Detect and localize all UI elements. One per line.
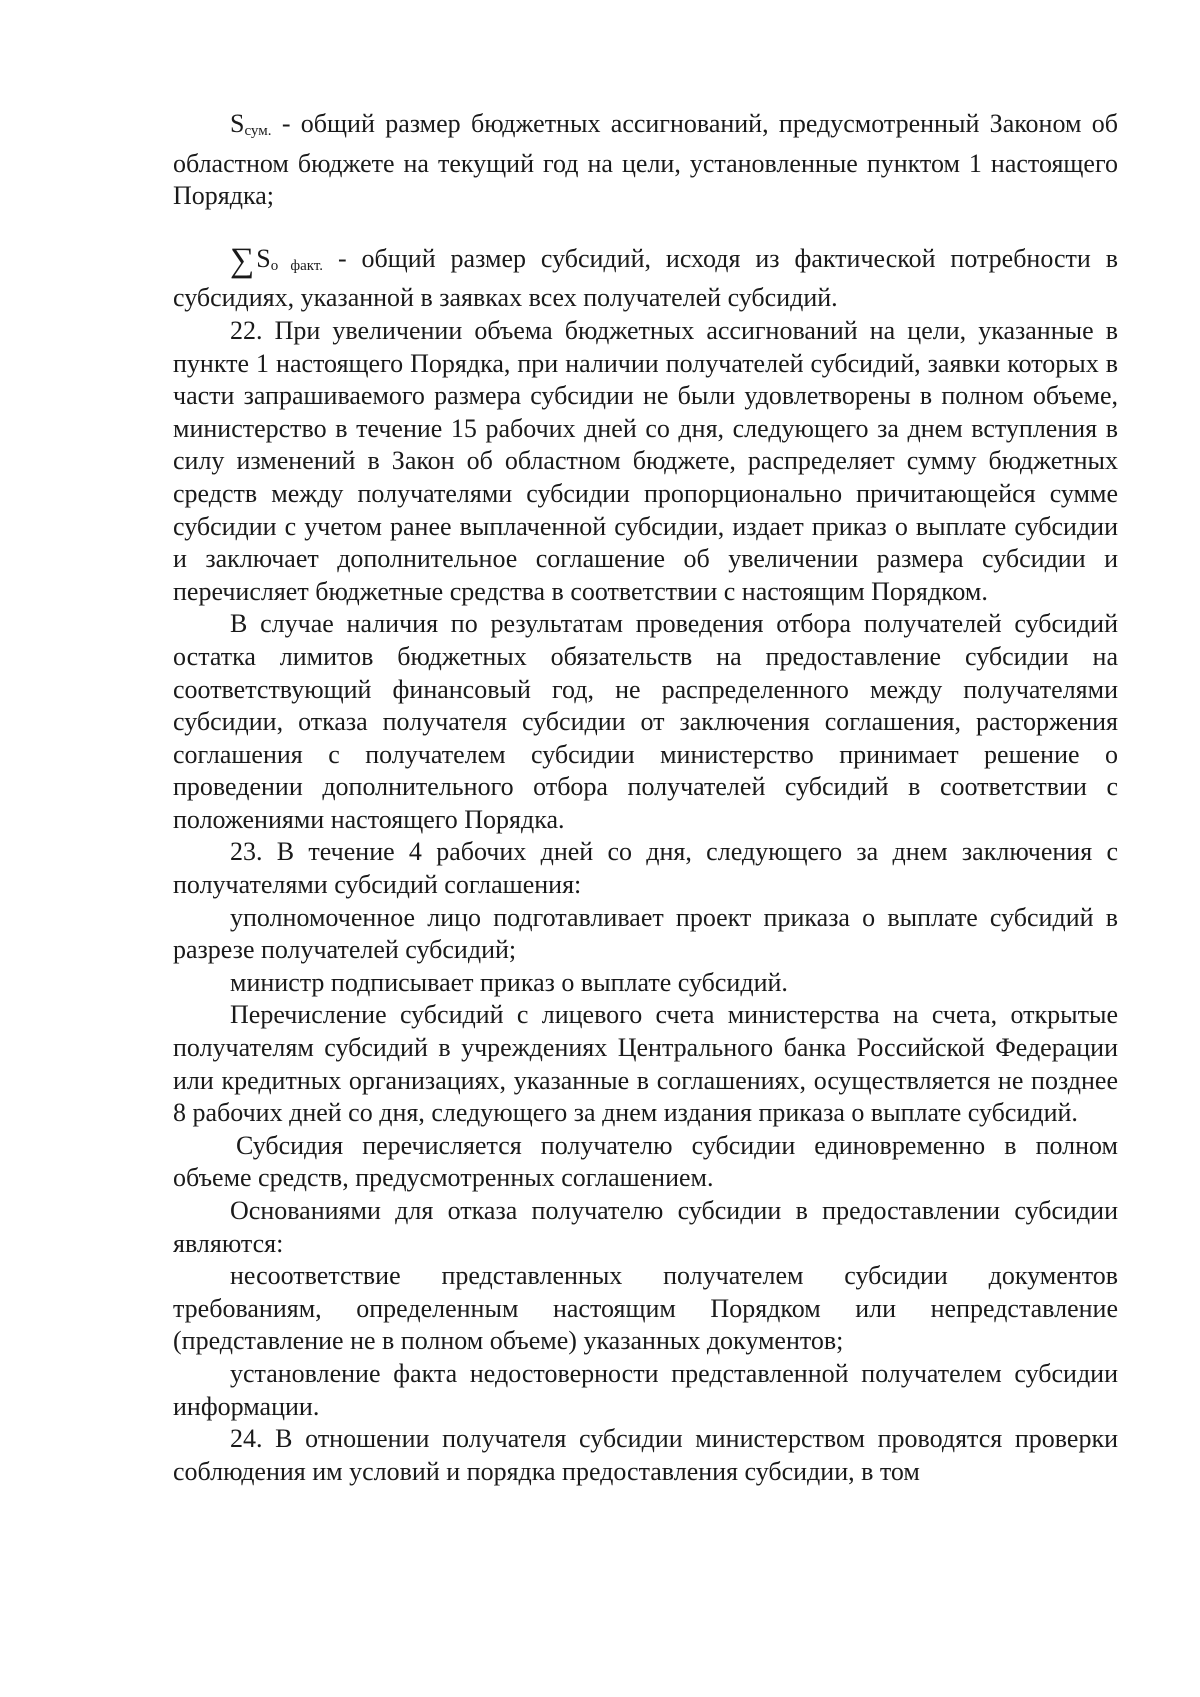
subscript-sum: сум. (244, 123, 272, 139)
spacer (173, 213, 1118, 243)
definition-s-sum (173, 108, 1118, 213)
definition-s-sum-text: - общий размер бюджетных ассигнований, предусмотренный Законом об областном бюджете на текущий год на цели, установленные пунктом 1 настоящего Порядка; (173, 109, 1118, 211)
paragraph-23-unreliability: установление факта недостоверности представленной получателем субсидии информации. (173, 1358, 1118, 1421)
paragraph-22: 22. При увеличении объема бюджетных ассигнований на цели, указанные в пункте 1 настоящего Порядка, при наличии получателей субсидий, заявки которых в части запрашиваемого размера субсидии не были удовлетворены в полном объеме, министерство в течение 15 рабочих дней со дня, следующего за днем вступления в силу изменений в Закон об областном бюджете, распределяет сумму бюджетных средств между получателями субсидии пропорционально причитающейся сумме субсидии с учетом ранее выплаченной субсидии, издает приказ о выплате субсидии и заключает дополнительное соглашение об увеличении размера субсидии и перечисляет бюджетные средства в соответствии с настоящим Порядком. (173, 315, 1118, 606)
subscript-fact: о факт. (270, 257, 324, 274)
paragraph-23-nonconformity: несоответствие представленных получателем субсидии документов требованиям, определенным настоящим Порядком или непредставление (представление не в полном объеме) указанных документов; (173, 1261, 1118, 1356)
paragraph-23-authorized-person: уполномоченное лицо подготавливает проект приказа о выплате субсидий в разрезе получателей субсидий; (173, 902, 1118, 965)
paragraph-24: 24. В отношении получателя субсидии министерством проводятся проверки соблюдения им условий и порядка предоставления субсидии, в том (173, 1424, 1118, 1486)
paragraph-22-additional-selection: В случае наличия по результатам проведения отбора получателей субсидий остатка лимитов бюджетных обязательств на предоставление субсидии на соответствующий финансовый год, не распределенного между получателями субсидии, отказа получателя субсидии от заключения соглашения, расторжения соглашения с получателем субсидии министерство принимает решение о проведении дополнительного отбора получателей субсидий в соответствии с положениями настоящего Порядка. (173, 609, 1118, 834)
document-page (173, 108, 1118, 1488)
symbol-s: S (256, 243, 271, 273)
definition-s-fact (173, 243, 1118, 315)
paragraph-23-single-payment: Субсидия перечисляется получателю субсидии единовременно в полном объеме средств, предусмотренных соглашением. (173, 1130, 1118, 1193)
symbol-s: S (230, 109, 245, 138)
sigma-symbol: ∑ (230, 241, 255, 279)
paragraph-23-refusal-grounds: Основаниями для отказа получателю субсидии в предоставлении субсидии являются: (173, 1196, 1118, 1258)
definition-s-fact-text: - общий размер субсидий, исходя из фактической потребности в субсидиях, указанной в заявках всех получателей субсидий. (173, 243, 1118, 313)
paragraph-23-minister: министр подписывает приказ о выплате субсидий. (230, 967, 788, 997)
paragraph-23-transfer: Перечисление субсидий с лицевого счета министерства на счета, открытые получателям субсидий в учреждениях Центрального банка Российской Федерации или кредитных организациях, указанные в соглашениях, осуществляется не позднее 8 рабочих дней со дня, следующего за днем издания приказа о выплате субсидий. (173, 1000, 1118, 1128)
paragraph-23: 23. В течение 4 рабочих дней со дня, следующего за днем заключения с получателями субсидий соглашения: (173, 837, 1118, 900)
